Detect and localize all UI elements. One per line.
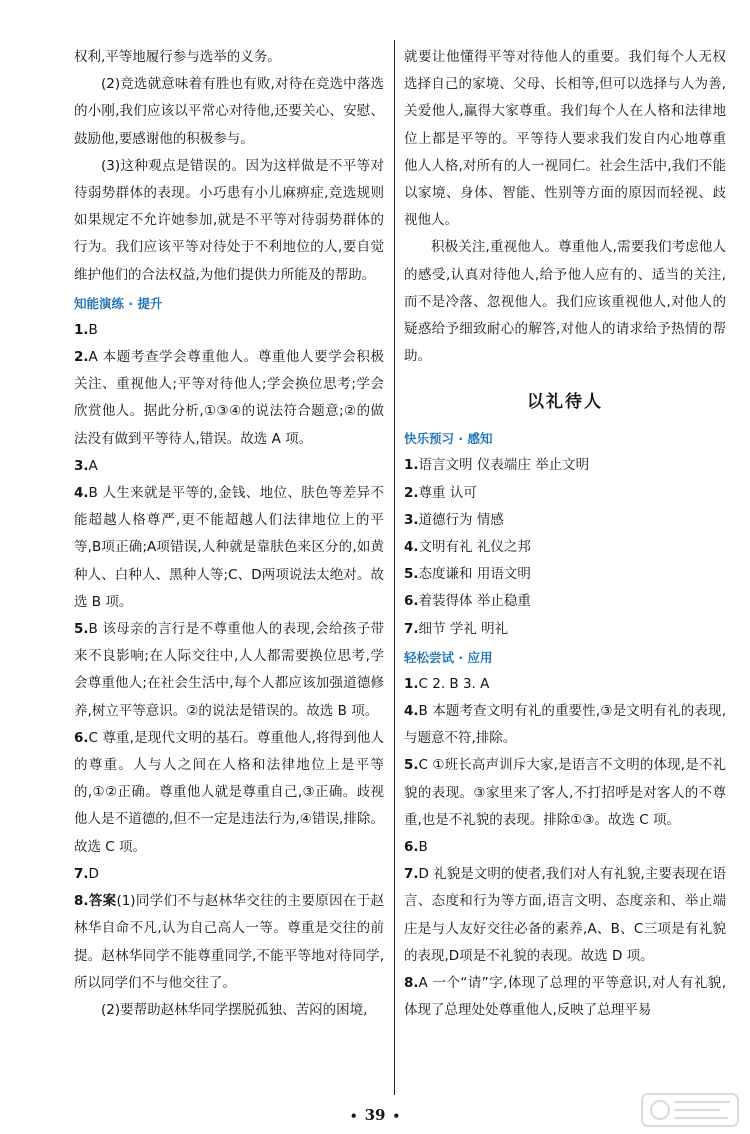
item-text: 细节 学礼 明礼	[418, 620, 509, 637]
item-number: 4.	[74, 485, 89, 502]
answer-key-label: 答案	[88, 893, 117, 910]
answer-item	[404, 507, 726, 534]
text-line: (3)这种观点是错误的。因为这样做是不平等对待弱势群体的表现。小巧患有小儿麻痹症,竞选规则如果规定不允许她参加,就是不平等对待弱势群体的行为。我们应该平等对待处于不利地位的人,要自觉维护他们的合法权益,为他们提供力所能及的帮助。	[74, 157, 384, 283]
item-number: 3.	[74, 457, 89, 474]
item-text: B 人生来就是平等的,金钱、地位、肤色等差异不能超越人格尊严,更不能超越人们法律地位上的平等,B项正确;A项错误,人种就是靠肤色来区分的,如黄种人、白种人、黑种人等;C、D两项说法太绝对。故选 B 项。	[74, 485, 384, 610]
answer-item	[404, 616, 726, 643]
answer-item	[74, 861, 384, 888]
answer-item	[404, 480, 726, 507]
item-text: B 该母亲的言行是不尊重他人的表现,会给孩子带来不良影响;在人际交往中,人人都需要换位思考,学会尊重他人;在社会生活中,每个人都应该加强道德修养,树立平等意识。②的说法是错误的。故选 B 项。	[74, 621, 384, 719]
item-number: 6.	[404, 593, 419, 610]
answer-item	[74, 453, 384, 480]
text-line: 就要让他懂得平等对待他人的重要。我们每个人无权选择自己的家境、父母、长相等,但可以选择与人为善,关爱他人,赢得大家尊重。我们每个人在人格和法律地位上都是平等的。平等待人要求我们发自内心地尊重他人人格,对所有的人一视同仁。社会生活中,我们不能以家境、身体、智能、性别等方面的原因而轻视、歧视他人。	[404, 49, 726, 229]
answer-item	[404, 861, 726, 970]
item-number: 5.	[404, 757, 419, 774]
item-number: 8.	[74, 893, 89, 910]
item-text: B	[418, 839, 428, 856]
page-number-value: 39	[364, 1106, 386, 1124]
answer-item	[404, 834, 726, 861]
item-number: 7.	[404, 866, 419, 883]
answer-item	[74, 344, 384, 453]
watermark-logo-icon	[640, 1090, 740, 1130]
item-number: 8.	[404, 975, 419, 992]
answer-item	[74, 616, 384, 725]
item-text: B	[88, 321, 98, 338]
text-line: (2)要帮助赵林华同学摆脱孤独、苦闷的困境,	[101, 1001, 368, 1018]
item-text: D 礼貌是文明的使者,我们对人有礼貌,主要表现在语言、态度和行为等方面,语言文明、态度亲和、举止端庄是与人友好交往必备的素养,A、B、C三项是有礼貌的表现,D项是不礼貌的表现。故选 D 项。	[404, 866, 726, 964]
item-number: 6.	[74, 729, 89, 746]
item-number: 4.	[404, 703, 419, 720]
text-line: 权利,平等地履行参与选举的义务。	[74, 49, 281, 65]
section-heading: 知能演练 · 提升	[74, 295, 163, 311]
item-number: 2.	[404, 484, 419, 501]
bullet-icon: •	[349, 1109, 358, 1123]
item-text: 语言文明 仪表端庄 举止文明	[418, 457, 590, 474]
answer-item	[74, 480, 384, 616]
item-number: 1.	[74, 321, 89, 338]
text-line: 积极关注,重视他人。尊重他人,需要我们考虑他人的感受,认真对待他人,给予他人应有的、适当的关注,而不是冷落、忽视他人。我们应该重视他人,对他人的疑惑给予细致耐心的解答,对他人的请求给予热情的帮助。	[404, 239, 726, 365]
item-number: 1.	[404, 675, 419, 692]
answer-item	[404, 561, 726, 588]
section-heading: 快乐预习 · 感知	[404, 431, 493, 447]
item-text: D	[88, 865, 99, 882]
left-column	[74, 44, 384, 1024]
answer-item	[404, 588, 726, 615]
item-number: 2.	[74, 349, 89, 366]
item-text: 文明有礼 礼仪之邦	[418, 539, 531, 556]
item-number: 6.	[404, 839, 419, 856]
answer-item	[74, 888, 384, 997]
answer-item	[404, 752, 726, 834]
item-text: (1)同学们不与赵林华交往的主要原因在于赵林华自命不凡,认为自己高人一等。尊重是交往的前提。赵林华同学不能尊重同学,不能平等地对待同学,所以同学们不与他交往了。	[74, 893, 384, 991]
answer-item	[404, 698, 726, 752]
answer-item	[74, 317, 384, 344]
item-text: 态度谦和 用语文明	[418, 566, 531, 583]
item-text: 着装得体 举止稳重	[418, 593, 531, 610]
item-text: 尊重 认可	[418, 484, 477, 501]
item-number: 7.	[404, 620, 419, 637]
page-number	[0, 1106, 750, 1124]
item-text: C 2. B 3. A	[418, 675, 490, 692]
item-number: 1.	[404, 457, 419, 474]
section-heading: 轻松尝试 · 应用	[404, 649, 493, 665]
item-text: A 一个“请”字,体现了总理的平等意识,对人有礼貌,体现了总理处处尊重他人,反映了总理平易	[404, 975, 726, 1019]
item-text: C ①班长高声训斥大家,是语言不文明的体现,是不礼貌的表现。③家里来了客人,不打招呼是对客人的不尊重,也是不礼貌的表现。排除①③。故选 C 项。	[404, 757, 726, 828]
bullet-icon: •	[392, 1109, 401, 1123]
answer-item	[74, 725, 384, 861]
item-number: 5.	[404, 566, 419, 583]
answer-item	[404, 671, 726, 698]
answer-item	[404, 452, 726, 479]
item-text: 道德行为 情感	[418, 511, 504, 528]
item-number: 7.	[74, 865, 89, 882]
item-text: B 本题考查文明有礼的重要性,③是文明有礼的表现,与题意不符,排除。	[404, 703, 726, 747]
column-divider	[394, 40, 395, 1095]
right-column	[404, 44, 726, 1025]
lesson-title: 以礼待人	[527, 392, 603, 413]
item-text: A	[88, 457, 98, 474]
item-text: C 尊重,是现代文明的基石。尊重他人,将得到他人的尊重。人与人之间在人格和法律地位上是平等的,①②正确。尊重他人就是尊重自己,③正确。歧视他人是不道德的,但不一定是违法行为,④错误,排除。故选 C 项。	[74, 729, 384, 855]
answer-item	[404, 970, 726, 1024]
text-line: (2)竞选就意味着有胜也有败,对待在竞选中落选的小刚,我们应该以平常心对待他,还要关心、安慰、鼓励他,要感谢他的积极参与。	[74, 76, 384, 147]
answer-item	[404, 534, 726, 561]
item-number: 5.	[74, 621, 89, 638]
item-text: A 本题考查学会尊重他人。尊重他人要学会积极关注、重视他人;平等对待他人;学会换位思考;学会欣赏他人。据此分析,①③④的说法符合题意;②的做法没有做到平等待人,错误。故选 A 项。	[74, 349, 384, 447]
item-number: 3.	[404, 511, 419, 528]
item-number: 4.	[404, 539, 419, 556]
